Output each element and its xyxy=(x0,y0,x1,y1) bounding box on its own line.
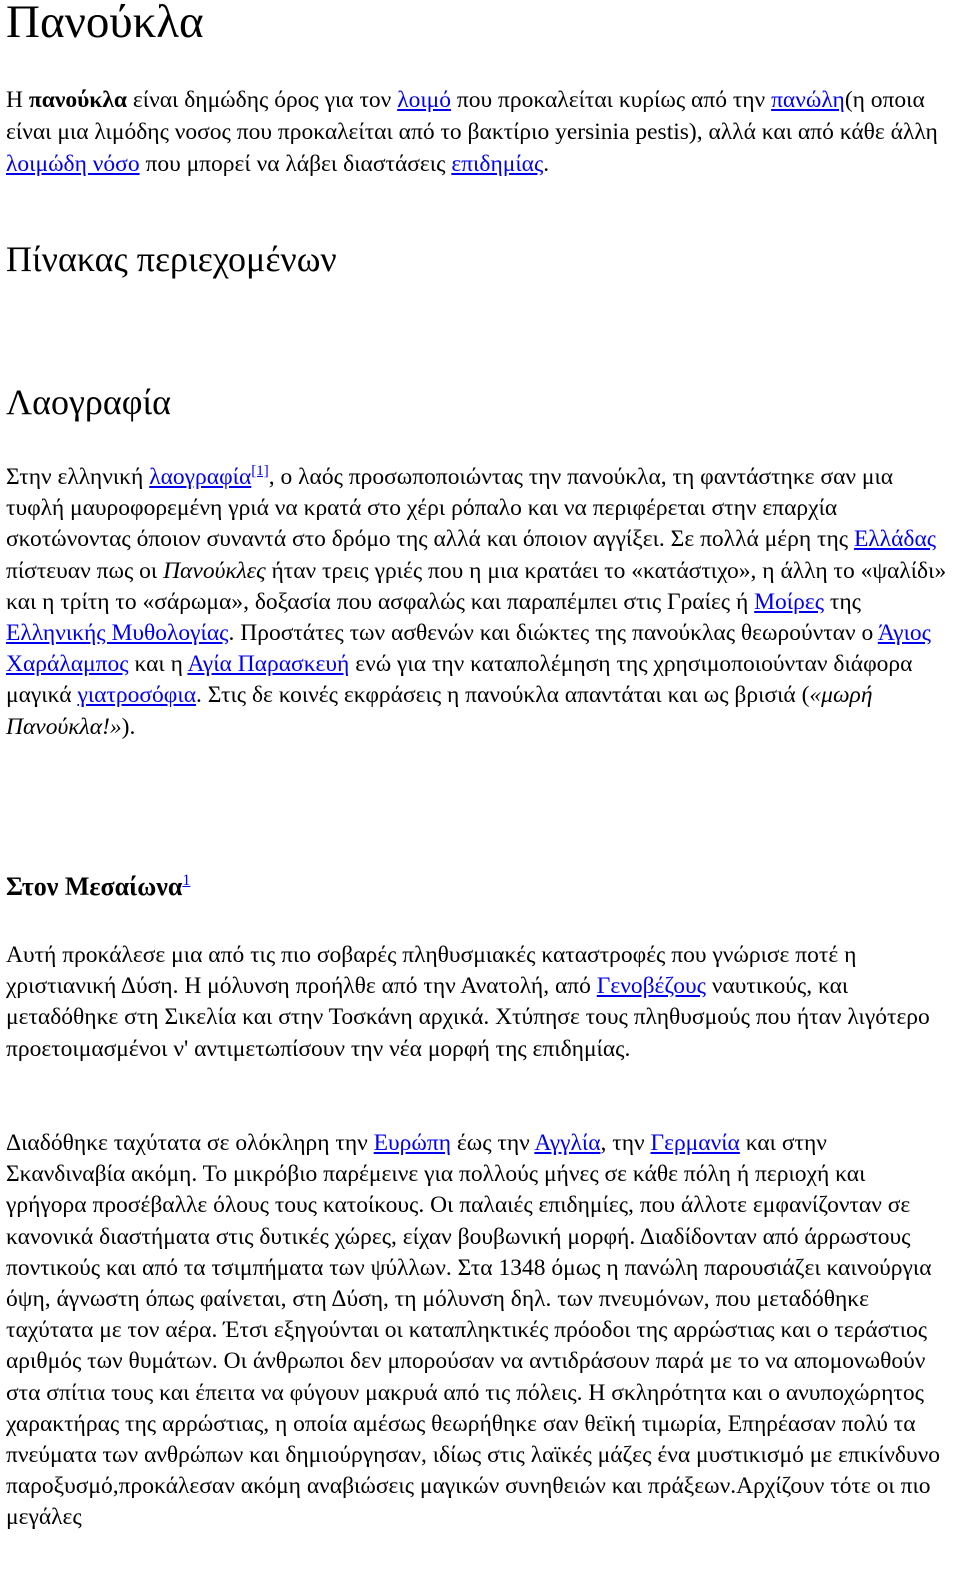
text: και στην Σκανδιναβία ακόμη. Το μικρόβιο παρέμεινε για πολλούς μήνες σε κάθε πόλη ή περιοχή και γρήγορα προσέβαλλε όλους τους κατοίκους. Οι παλαιές επιδημίες, που άλλοτε εμφανίζονταν σε κανονικά διαστήματα στις δυτικές χώρες, είχαν βουβωνική μορφή. Διαδίδονταν από άρρωστους ποντικούς και από τα τσιμπήματα των ψύλλων. Στα 1348 όμως η πανώλη παρουσιάζει καινούργια όψη, άγνωστη όπως φαίνεται, στη Δύση, τη μόλυνση δηλ. των πνευμόνων, που μεταδόθηκε ταχύτατα με τον αέρα. Έτσι εξηγούνται οι καταπληκτικές πρόοδοι της αρρώστιας και ο τεράστιος αριθμός των θυμάτων. Οι άνθρωποι δεν μπορούσαν να αντιδράσουν παρά με το να απομονωθούν στα σπίτια τους και έπειτα να φύγουν μακρυά από τις πόλεις. Η σκληρότητα και ο ανυποχώρητος χαρακτήρας της αρρώστιας, η οποία αμέσως θεωρήθηκε σαν θεϊκή τιμωρία, Επηρέασαν πολύ τα πνεύματα των ανθρώπων και δημιούργησαν, ιδίως στις λαϊκές μάζες ένα μυστικισμό με επικίνδυνο παροξυσμό,προκάλεσαν ακόμη αναβιώσεις μαγικών συνηθειών και πράξεων.Αρχίζουν τότε οι πιο μεγάλες xyxy=(6,1130,941,1531)
link-loimodi-noso[interactable]: λοιμώδη νόσο xyxy=(6,151,140,177)
text: και η xyxy=(128,651,188,678)
italic-term: Πανούκλες xyxy=(163,557,266,584)
text: Στην ελληνική xyxy=(6,464,150,490)
text: ήταν τρεις γριές που η μια κρατάει το «κατάστιχο», η άλλη το «ψαλίδι» και η τρίτη το «σάρωμα», δοξασία που ασφαλώς και παραπέμπει στις Γραίες ή xyxy=(6,557,947,615)
toc-heading: Πίνακας περιεχομένων xyxy=(6,239,337,279)
text: (η οποια είναι μια λιμόδης νοσος που προκαλείται από το βακτίριο yersinia pestis), αλλά και από κάθε άλλη xyxy=(6,87,938,145)
link-agios-charalampos[interactable]: Άγιος Χαράλαμπος xyxy=(6,620,931,678)
link-moires[interactable]: Μοίρες xyxy=(754,588,825,615)
lead-paragraph xyxy=(6,84,946,180)
text: , ο λαός προσωποποιώντας την πανούκλα, τη φαντάστηκε σαν μια τυφλή μαυροφορεμένη γριά να κρατά στο χέρι ρόπαλο και να περιφέρεται στην επαρχία σκοτώνοντας όποιον συναντά στο δρόμο της αλλά και όποιον αγγίξει. Σε πολλά μέρη της xyxy=(6,464,894,553)
link-panoli[interactable]: πανώλη xyxy=(771,87,845,113)
middle-ages-paragraph-2 xyxy=(6,1128,941,1534)
text: ενώ για την καταπολέμηση της χρησιμοποιούνταν διάφορα μαγικά xyxy=(6,651,913,709)
link-giatrosofia[interactable]: γιατροσόφια xyxy=(77,682,197,709)
bold-term: πανούκλα xyxy=(28,87,128,113)
text: . Στις δε κοινές εκφράσεις η πανούκλα απαντάται και ως βρισιά ( xyxy=(196,682,810,709)
link-genovezous[interactable]: Γενοβέζους xyxy=(596,973,706,1000)
text: που μπορεί να λάβει διαστάσεις xyxy=(139,151,452,177)
italic-quote: «μωρή Πανούκλα!» xyxy=(6,682,873,740)
link-agia-paraskevi[interactable]: Αγία Παρασκευή xyxy=(187,651,350,678)
middle-ages-paragraph-1 xyxy=(6,940,941,1065)
folklore-paragraph xyxy=(6,462,951,743)
reference-link[interactable]: 1 xyxy=(182,872,191,890)
section-heading-folklore: Λαογραφία xyxy=(6,382,172,422)
link-evropi[interactable]: Ευρώπη xyxy=(373,1130,452,1156)
section-heading-middle-ages xyxy=(6,872,190,902)
text: που προκαλείται κυρίως από την xyxy=(451,87,772,113)
link-germania[interactable]: Γερμανία xyxy=(650,1130,740,1156)
text: Διαδόθηκε ταχύτατα σε ολόκληρη την xyxy=(6,1130,374,1156)
text: ). xyxy=(121,713,136,740)
link-epidimias[interactable]: επιδημίας xyxy=(451,151,544,177)
text: . Προστάτες των ασθενών και διώκτες της πανούκλας θεωρούνταν ο xyxy=(228,620,878,647)
text: έως την xyxy=(451,1130,535,1156)
text: Αυτή προκάλεσε μια από τις πιο σοβαρές πληθυσμιακές καταστροφές που γνώρισε ποτέ η χριστιανική Δύση. Η μόλυνση προήλθε από την Ανατολή, από xyxy=(6,942,857,1000)
link-loimos[interactable]: λοιμό xyxy=(397,87,452,113)
text: πίστευαν πως οι xyxy=(6,557,164,584)
link-ellada[interactable]: Ελλάδας xyxy=(853,526,937,553)
text: , την xyxy=(600,1130,651,1156)
text: Η xyxy=(6,87,29,113)
link-anglia[interactable]: Αγγλία xyxy=(534,1130,601,1156)
link-laografia[interactable]: λαογραφία xyxy=(149,464,252,490)
reference-link[interactable]: [1] xyxy=(251,463,269,480)
text: . xyxy=(543,151,550,177)
heading-text: Στον Μεσαίωνα xyxy=(6,872,183,901)
text: ναυτικούς, και μεταδόθηκε στη Σικελία και στην Τοσκάνη αρχικά. Χτύπησε τους πληθυσμούς που ήταν λιγότερο προετοιμασμένοι ν' αντιμετωπίσουν την νέα μορφή της επιδημίας. xyxy=(6,973,930,1062)
text: της xyxy=(824,588,861,615)
page-title: Πανούκλα xyxy=(6,0,204,48)
link-mythologia[interactable]: Ελληνικής Μυθολογίας xyxy=(6,620,229,647)
text: είναι δημώδης όρος για τον xyxy=(127,87,398,113)
